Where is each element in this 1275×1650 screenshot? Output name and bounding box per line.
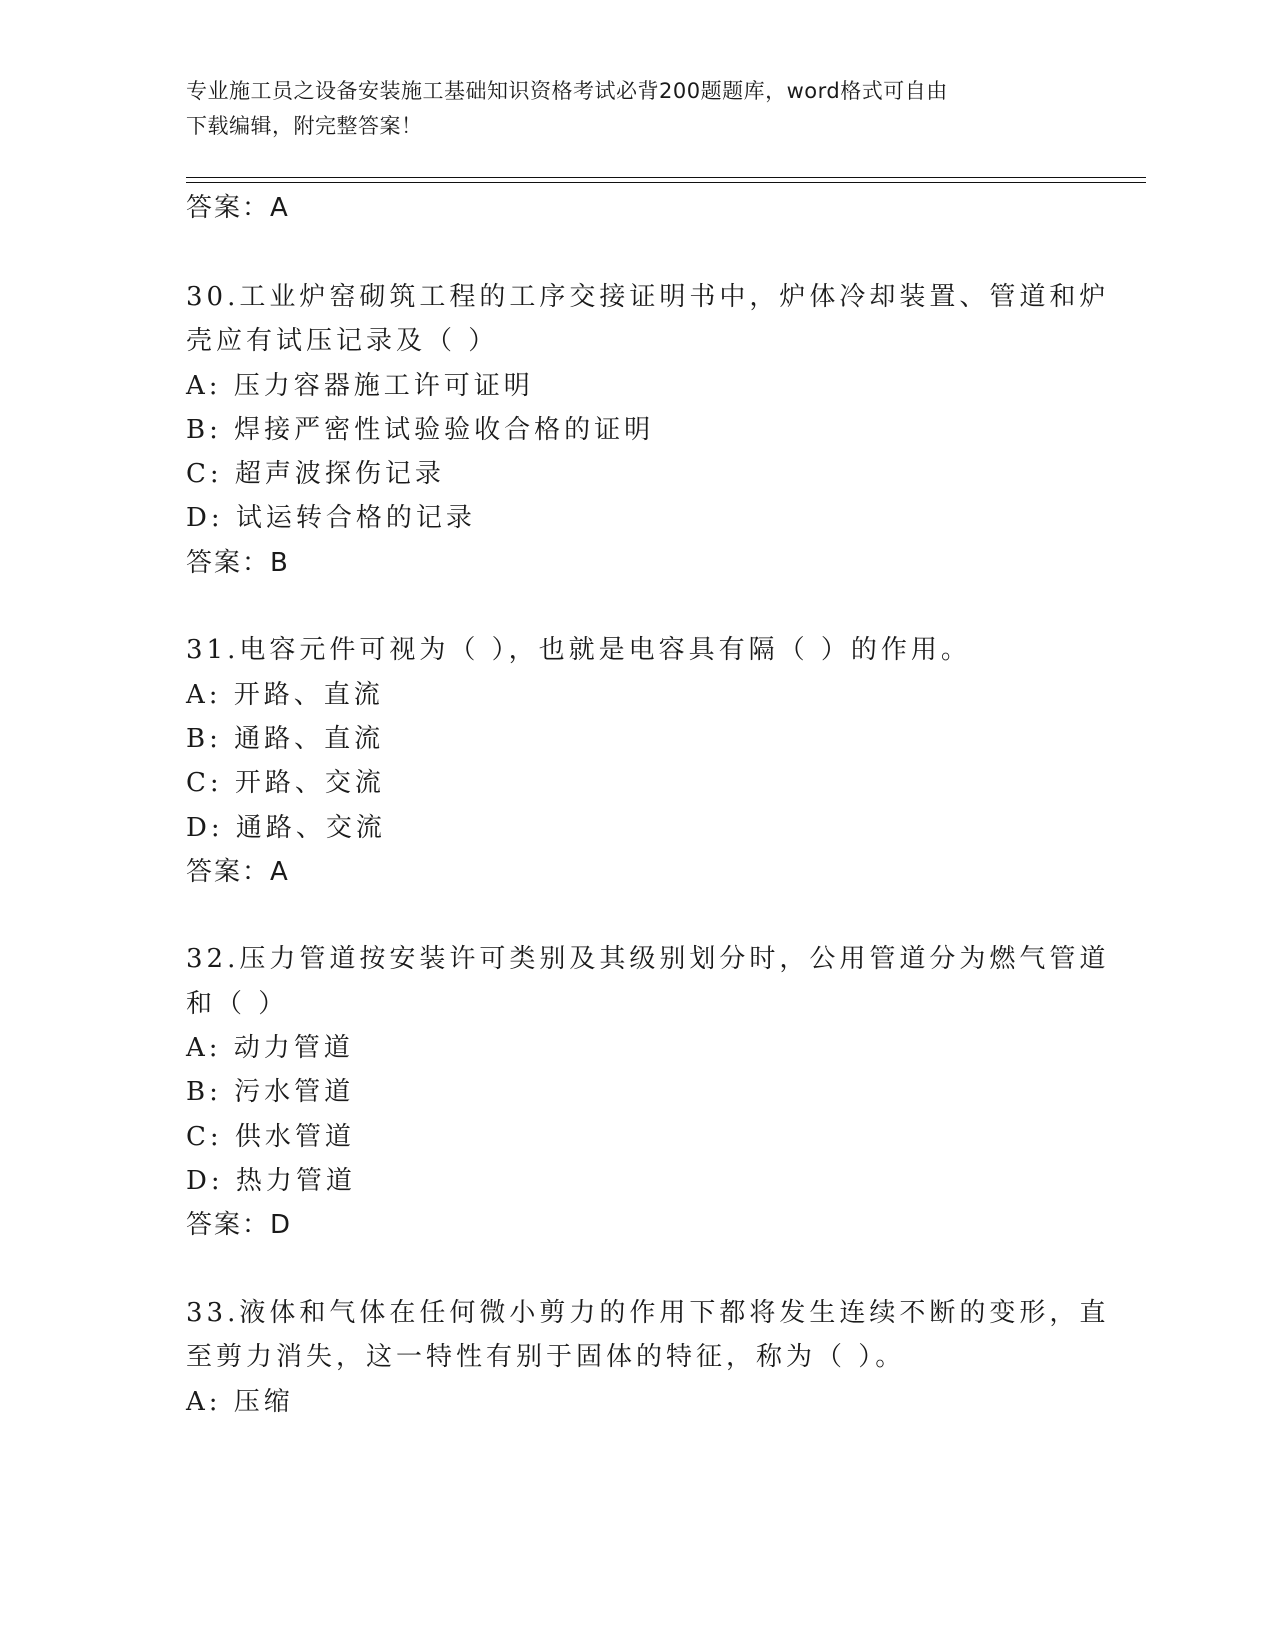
question-text-line-1: 31.电容元件可视为（ ），也就是电容具有隔（ ）的作用。 <box>186 635 971 665</box>
option-c: C: 超声波探伤记录 <box>186 459 445 489</box>
option-b: B: 通路、直流 <box>186 724 385 754</box>
answer-label: 答案：A <box>186 857 290 887</box>
option-a: A: 压力容器施工许可证明 <box>186 371 534 401</box>
answer-label: 答案：D <box>186 1210 293 1240</box>
header-rule-bottom <box>186 182 1146 183</box>
header-line-2: 下载编辑，附完整答案！ <box>186 114 423 138</box>
option-a: A: 开路、直流 <box>186 680 384 710</box>
page-header <box>186 74 1066 144</box>
answer-label: 答案：B <box>186 548 290 578</box>
option-a: A: 压缩 <box>186 1387 294 1417</box>
option-c: C: 开路、交流 <box>186 768 385 798</box>
option-d: D: 热力管道 <box>186 1166 356 1196</box>
option-d: D: 通路、交流 <box>186 813 386 843</box>
option-d: D: 试运转合格的记录 <box>186 503 476 533</box>
question-text-line-1: 33.液体和气体在任何微小剪力的作用下都将发生连续不断的变形，直 <box>186 1298 1110 1328</box>
question-text-line-2: 至剪力消失，这一特性有别于固体的特征，称为（ ）。 <box>186 1342 906 1372</box>
question-text-line-1: 32.压力管道按安装许可类别及其级别划分时，公用管道分为燃气管道 <box>186 944 1110 974</box>
header-line-1: 专业施工员之设备安装施工基础知识资格考试必背200题题库，word格式可自由 <box>186 79 948 103</box>
question-text-line-1: 30.工业炉窑砌筑工程的工序交接证明书中，炉体冷却装置、管道和炉 <box>186 282 1110 312</box>
header-rule-top <box>186 177 1146 178</box>
option-a: A: 动力管道 <box>186 1033 354 1063</box>
option-b: B: 污水管道 <box>186 1077 355 1107</box>
option-c: C: 供水管道 <box>186 1122 355 1152</box>
option-b: B: 焊接严密性试验验收合格的证明 <box>186 415 655 445</box>
answer-label: 答案：A <box>186 193 290 223</box>
question-text-line-2: 壳应有试压记录及（ ） <box>186 326 499 356</box>
question-text-line-2: 和（ ） <box>186 989 289 1019</box>
